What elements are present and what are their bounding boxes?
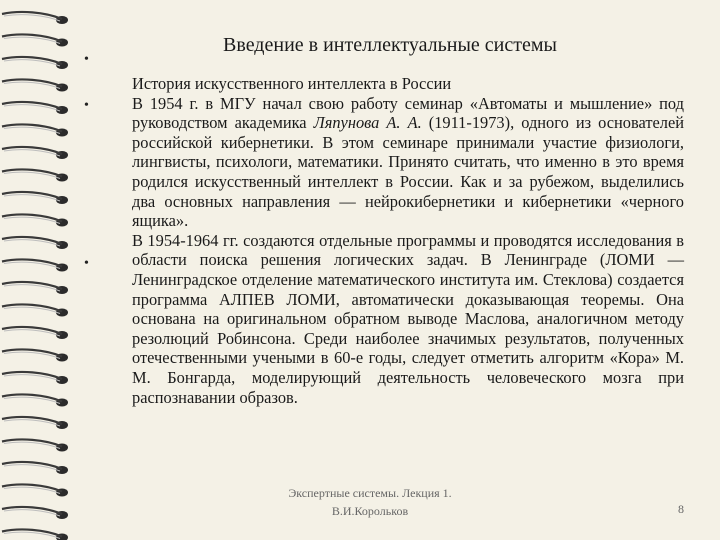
bullet-icon: • xyxy=(84,98,89,113)
paragraph-seminar xyxy=(132,94,684,231)
paragraph-seminar-text: В 1954 г. в МГУ начал свою работу семинар «Автоматы и мышление» под руководством академика xyxy=(132,93,684,133)
bullet-icon: • xyxy=(84,52,89,67)
section-heading: История искусственного интеллекта в России xyxy=(132,74,452,93)
footer xyxy=(270,484,470,520)
paragraph-programs: В 1954-1964 гг. создаются отдельные программы и проводятся исследования в области поиска решения логических задач. В Ленинграде (ЛОМИ — Ленинградское отделение математического института им. Стеклова) создается программа АЛПЕВ ЛОМИ, автоматически доказывающая теоремы. Она основана на оригинальном обратном выводе Маслова, аналогичном методу резолюций Робинсона. Среди наиболее значимых результатов, полученных отечественными учеными в 60-е годы, следует отметить алгоритм «Кора» М. М. Бонгарда, моделирующий деятельность человеческого мозга при распознавании образов. xyxy=(132,230,684,407)
academic-name: Ляпунова А. А. xyxy=(313,113,422,133)
footer-course: Экспертные системы. Лекция 1. xyxy=(288,486,452,500)
paragraph-seminar-text-cont: (1911-1973), одного из основателей российской кибернетики. В этом семинаре принимали участие физиологи, лингвисты, психологи, математики. Принято считать, что именно в это время родился искусственный интеллект в России. Как и за рубежом, выделились два основных направления — нейрокибернетики и кибернетики «черного ящика». xyxy=(132,113,684,231)
spiral-binding-icon xyxy=(0,0,80,540)
slide-title: Введение в интеллектуальные системы xyxy=(223,34,557,56)
footer-author: В.И.Корольков xyxy=(331,504,409,518)
bullet-icon: • xyxy=(84,256,89,271)
slide-body xyxy=(132,74,684,407)
page-number: 8 xyxy=(678,502,684,516)
